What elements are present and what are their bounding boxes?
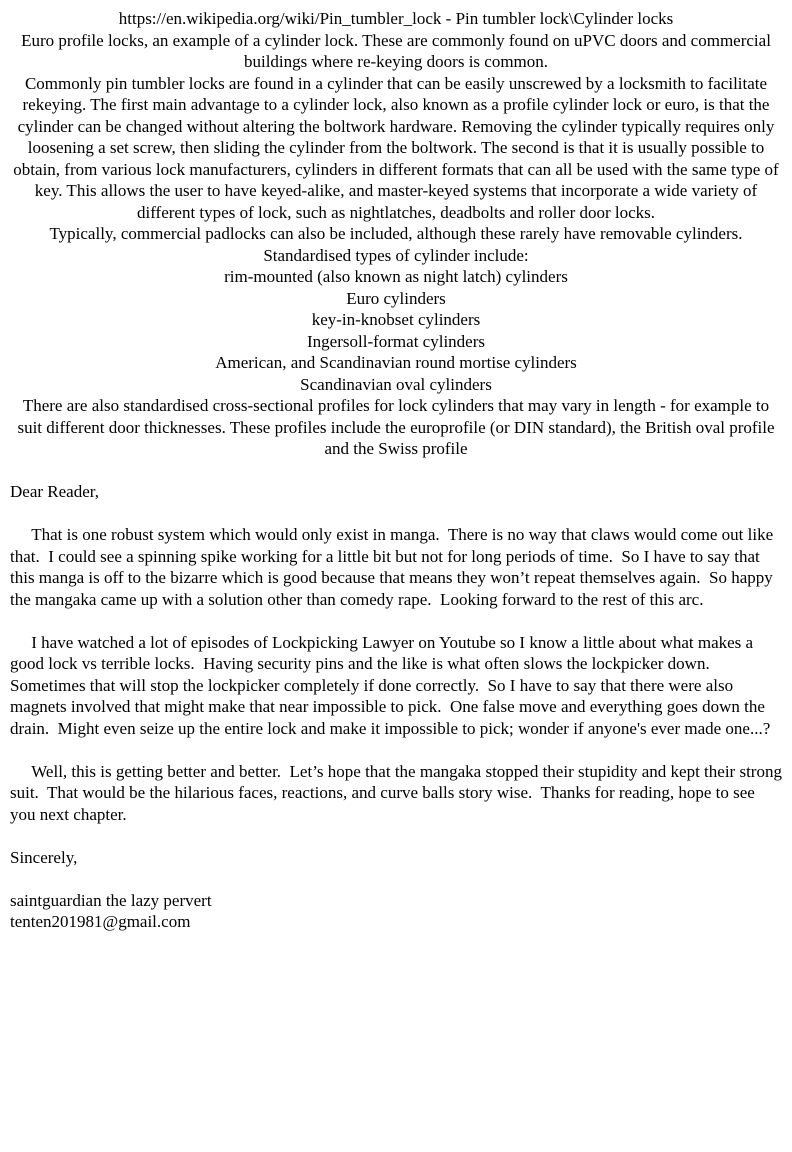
signature-email: tenten201981@gmail.com [10,912,191,931]
letter-closing: Sincerely, [10,847,78,867]
padlock-note: Typically, commercial padlocks can also be included, although these rarely have removable cylinders. [49,224,743,243]
signature-name: saintguardian the lazy pervert [10,890,212,910]
letter-paragraph: I have watched a lot of episodes of Lockpicking Lawyer on Youtube so I know a little about what makes a good lock vs terrible locks. Having security pins and the like is what often slows the lockpicker down. Sometimes that will stop the lockpicker completely if done correctly. So I have to say that there were also magnets involved that might make that near impossible to pick. One false move and everything goes down the drain. Might even seize up the entire lock and make it impossible to pick; wonder if anyone's ever made one...? [10,632,771,738]
profiles-note: There are also standardised cross-sectional profiles for lock cylinders that may vary in length - for example to suit different door thicknesses. These profiles include the europrofile (or DIN standard), the British oval profile and the Swiss profile [17,396,779,458]
cylinder-list-intro: Standardised types of cylinder include: [263,245,529,265]
cylinder-type-item: Ingersoll-format cylinders [307,331,485,351]
cylinder-type-item: rim-mounted (also known as night latch) cylinders [224,267,568,286]
cylinder-type-item: American, and Scandinavian round mortise cylinders [215,353,577,372]
cylinder-type-item: Scandinavian oval cylinders [300,374,492,394]
reader-letter [10,481,787,933]
article-body: Commonly pin tumbler locks are found in a cylinder that can be easily unscrewed by a locksmith to facilitate rekeying. The first main advantage to a cylinder lock, also known as a profile cylinder lock or euro, is that the cylinder can be changed without altering the boltwork hardware. Removing the cylinder typically requires only loosening a set screw, then sliding the cylinder from the boltwork. The second is that it is usually possible to obtain, from various lock manufacturers, cylinders in different formats that can all be used with the same type of key. This allows the user to have keyed-alike, and master-keyed systems that incorporate a wide variety of different types of lock, such as nightlatches, deadbolts and roller door locks. [13,73,783,222]
signature-block [10,890,782,933]
cylinder-type-item: key-in-knobset cylinders [311,310,481,329]
image-caption: Euro profile locks, an example of a cylinder lock. These are commonly found on uPVC doors and commercial buildings where re-keying doors is common. [21,30,776,71]
quoted-article-block [10,8,782,460]
letter-paragraph: That is one robust system which would only exist in manga. There is no way that claws would come out like that. I could see a spinning spike working for a little bit but not for long periods of time. So I have to say that this manga is off to the bizarre which is good because that means they won’t repeat themselves again. So happy the mangaka came up with a solution other than comedy rape. Looking forward to the rest of this arc. [10,525,778,609]
letter-paragraph: Well, this is getting better and better. Let’s hope that the mangaka stopped their stupidity and kept their strong suit. That would be the hilarious faces, reactions, and curve balls story wise. Thanks for reading, hope to see you next chapter. [10,761,787,824]
cylinder-type-item: Euro cylinders [346,288,446,308]
source-url-line: https://en.wikipedia.org/wiki/Pin_tumbler_lock - Pin tumbler lock\Cylinder locks [118,9,674,28]
letter-salutation: Dear Reader, [10,482,99,501]
